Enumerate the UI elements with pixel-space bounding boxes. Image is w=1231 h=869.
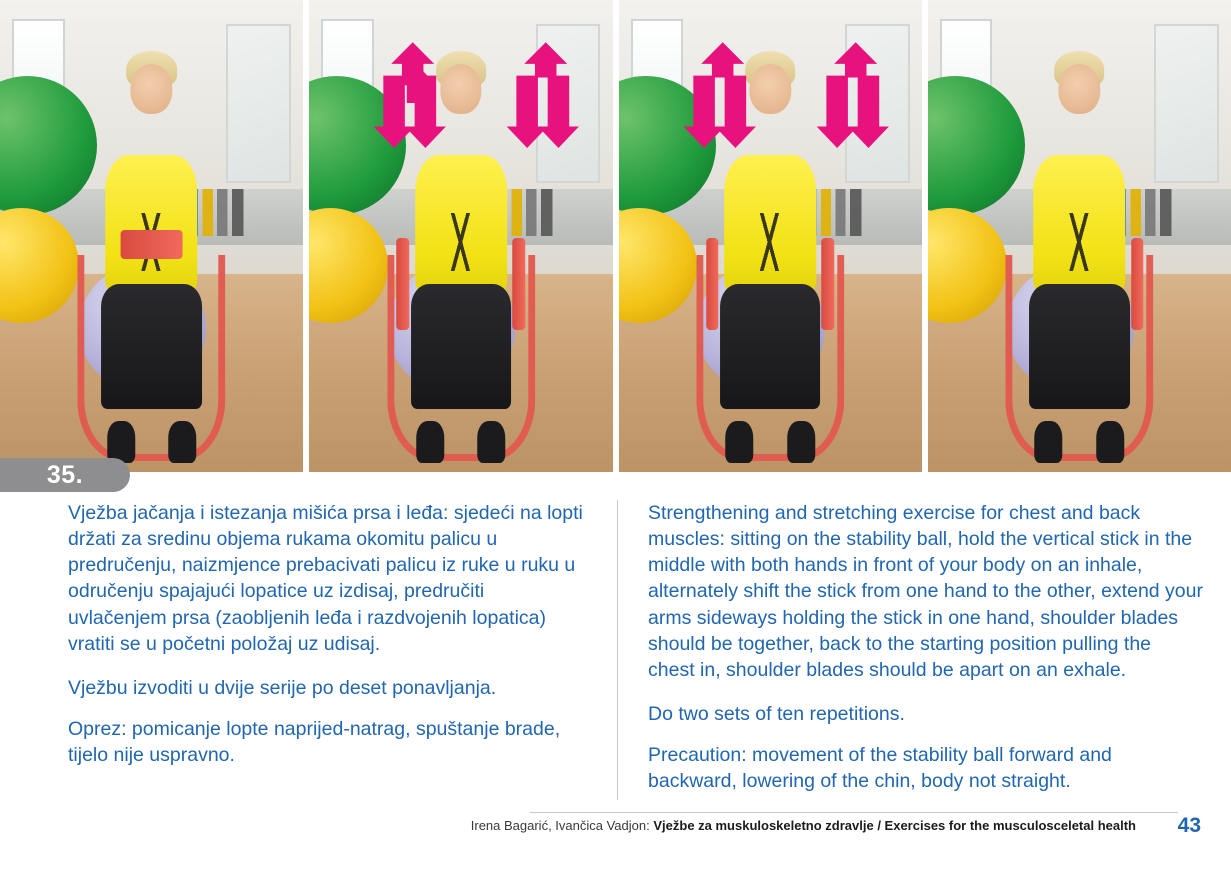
exercise-stick-left xyxy=(397,238,410,329)
gym-mirror xyxy=(845,24,910,184)
model-head xyxy=(1058,64,1100,114)
english-description: Strengthening and stretching exercise for chest and back muscles: sitting on the stability ball, hold the vertical stick in the middle with both hands in front of your body on an inhale, alternately shift the stick from one hand to the other, extend your arms sideways holding the stick in one hand, shoulder blades should be together, back to the starting position pulling the chest in, shoulder blades should be apart on an exhale. xyxy=(648,502,1203,681)
croatian-description: Vježba jačanja i istezanja mišića prsa i leđa: sjedeći na lopti držati za sredinu objema rukama okomitu palicu u predručenju, naizmjence prebacivati palicu iz ruke u ruku u odručenju spajajući lopatice uz izdisaj, predručiti uvlačenjem prsa (zaobljenih leđa i razdvojenih lopatica) vratiti se u početni položaj uz udisaj. xyxy=(68,502,583,655)
exercise-photo-1 xyxy=(0,0,303,472)
model-shoe-left xyxy=(725,421,753,463)
resistance-band xyxy=(78,255,226,461)
exercise-photo-3 xyxy=(619,0,922,472)
exercise-stick-right xyxy=(512,238,525,329)
croatian-caution: Oprez: pomicanje lopte naprijed-natrag, spuštanje brade, tijelo nije uspravno. xyxy=(68,717,561,766)
page-number: 43 xyxy=(1177,814,1201,837)
page-footer xyxy=(0,812,1231,852)
footer-citation xyxy=(471,818,1136,833)
exercise-stick-left xyxy=(706,238,719,329)
model-head xyxy=(440,64,482,114)
exercise-photo-4 xyxy=(928,0,1231,472)
exercise-number-badge: 35. xyxy=(0,458,130,492)
gym-mirror xyxy=(1154,24,1219,184)
model-head xyxy=(749,64,791,114)
model-head xyxy=(131,64,173,114)
english-caution: Precaution: movement of the stability ball forward and backward, lowering of the chin, body not straight. xyxy=(648,744,1112,793)
footer-title: Vježbe za muskuloskeletno zdravlje / Exercises for the musculosceletal health xyxy=(653,818,1136,833)
croatian-text-column xyxy=(0,500,618,800)
model-shoe-left xyxy=(1035,421,1063,463)
exercise-model xyxy=(391,47,530,462)
model-shoe-left xyxy=(416,421,444,463)
exercise-model xyxy=(1010,47,1149,462)
model-shoe-left xyxy=(107,421,135,463)
english-text-column xyxy=(618,500,1231,800)
model-shoe-right xyxy=(787,421,815,463)
model-shoe-right xyxy=(1096,421,1124,463)
gym-mirror xyxy=(536,24,601,184)
exercise-photo-2 xyxy=(309,0,612,472)
english-sets: Do two sets of ten repetitions. xyxy=(648,702,905,725)
gym-mirror xyxy=(226,24,291,184)
exercise-stick xyxy=(121,230,182,259)
model-shoe-right xyxy=(168,421,196,463)
exercise-description-area xyxy=(0,500,1231,800)
croatian-sets: Vježbu izvoditi u dvije serije po deset ponavljanja. xyxy=(68,676,497,699)
model-shoe-right xyxy=(478,421,506,463)
exercise-stick-right xyxy=(822,238,835,329)
exercise-model xyxy=(700,47,839,462)
exercise-stick-right xyxy=(1131,238,1144,329)
footer-authors: Irena Bagarić, Ivančica Vadjon: xyxy=(470,818,650,833)
footer-divider xyxy=(530,812,1178,813)
exercise-model xyxy=(82,47,221,462)
